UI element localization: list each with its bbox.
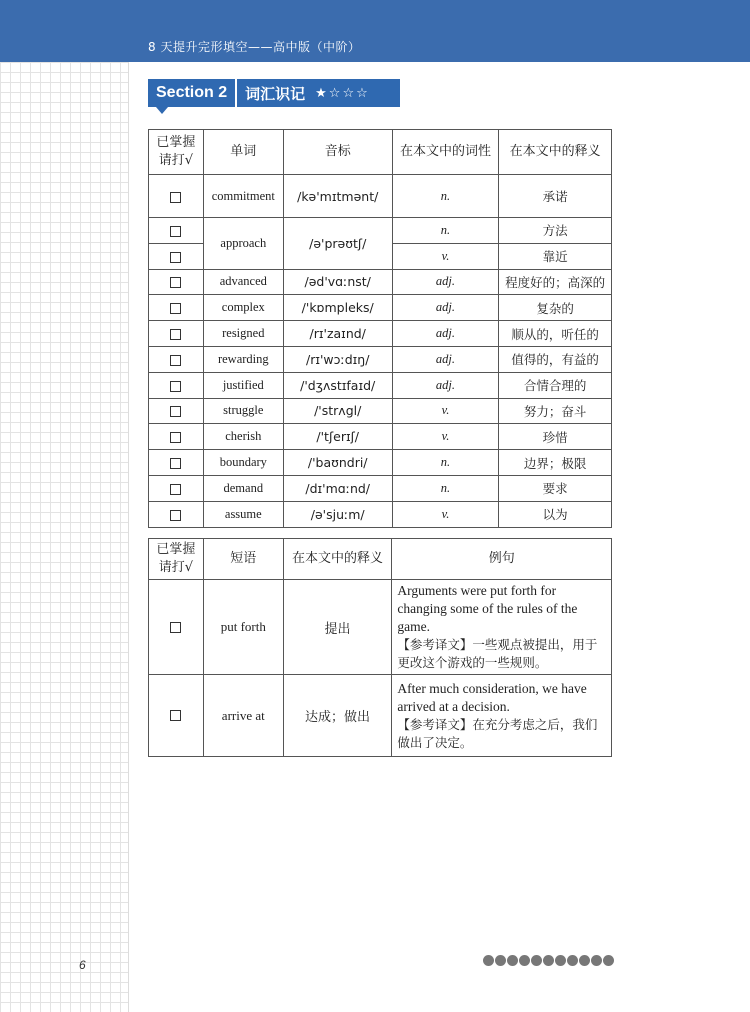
- meaning-cell: 顺从的，听任的: [499, 321, 612, 347]
- word-cell: assume: [203, 501, 283, 527]
- checkbox[interactable]: [170, 252, 181, 263]
- col-phrase: 短语: [203, 539, 283, 580]
- checkbox[interactable]: [170, 355, 181, 366]
- example-cell: [392, 675, 612, 757]
- meaning-cell: 值得的，有益的: [499, 346, 612, 372]
- example-translation: 【参考译文】在充分考虑之后，我们做出了决定。: [397, 716, 598, 750]
- decorative-icon-strip: [483, 955, 614, 966]
- pos-cell: v.: [392, 243, 499, 269]
- col-meaning: 在本文中的释义: [283, 539, 392, 580]
- meaning-cell: 达成；做出: [283, 675, 392, 757]
- word-cell: cherish: [203, 424, 283, 450]
- meaning-cell: 努力；奋斗: [499, 398, 612, 424]
- pos-cell: adj.: [392, 295, 499, 321]
- table-row: [149, 175, 612, 218]
- table-row: [149, 321, 612, 347]
- example-english: Arguments were put forth for changing some of the rules of the game.: [397, 583, 578, 634]
- example-english: After much consideration, we have arrived at a decision.: [397, 680, 587, 714]
- pos-cell: adj.: [392, 346, 499, 372]
- ornament-icon: [519, 955, 530, 966]
- page-number: 6: [79, 958, 86, 972]
- header-band: [0, 0, 750, 62]
- meaning-cell: 合情合理的: [499, 372, 612, 398]
- ornament-icon: [543, 955, 554, 966]
- pos-cell: v.: [392, 424, 499, 450]
- table-row: [149, 269, 612, 295]
- ornament-icon: [603, 955, 614, 966]
- col-word: 单词: [203, 130, 283, 175]
- ornament-icon: [579, 955, 590, 966]
- ornament-icon: [567, 955, 578, 966]
- ornament-icon: [531, 955, 542, 966]
- checkbox[interactable]: [170, 277, 181, 288]
- pos-cell: v.: [392, 398, 499, 424]
- pos-cell: adj.: [392, 269, 499, 295]
- meaning-cell: 复杂的: [499, 295, 612, 321]
- phonetic-cell: /'tʃerɪʃ/: [283, 424, 392, 450]
- table-row: [149, 372, 612, 398]
- meaning-cell: 要求: [499, 475, 612, 501]
- pos-cell: adj.: [392, 372, 499, 398]
- table-row: [149, 424, 612, 450]
- word-cell: commitment: [203, 175, 283, 218]
- word-cell: struggle: [203, 398, 283, 424]
- meaning-cell: 程度好的；高深的: [499, 269, 612, 295]
- pos-cell: n.: [392, 450, 499, 476]
- phonetic-cell: /ə'prəʊtʃ/: [283, 218, 392, 270]
- table-header-row: [149, 539, 612, 580]
- table-row: [149, 295, 612, 321]
- section-banner: [148, 79, 400, 107]
- col-meaning: 在本文中的释义: [499, 130, 612, 175]
- section-number: Section 2: [148, 79, 237, 107]
- checkbox[interactable]: [170, 406, 181, 417]
- col-mastered: 已掌握 请打√: [149, 539, 204, 580]
- word-cell: boundary: [203, 450, 283, 476]
- pos-cell: v.: [392, 501, 499, 527]
- table-row: [149, 475, 612, 501]
- pos-cell: adj.: [392, 321, 499, 347]
- checkbox[interactable]: [170, 303, 181, 314]
- word-cell: resigned: [203, 321, 283, 347]
- ornament-icon: [507, 955, 518, 966]
- word-cell: advanced: [203, 269, 283, 295]
- table-row: [149, 675, 612, 757]
- table-row: [149, 501, 612, 527]
- checkbox[interactable]: [170, 329, 181, 340]
- phonetic-cell: /ə'sjuːm/: [283, 501, 392, 527]
- phrase-cell: put forth: [203, 580, 283, 675]
- ornament-icon: [591, 955, 602, 966]
- pos-cell: n.: [392, 475, 499, 501]
- col-mastered: 已掌握 请打√: [149, 130, 204, 175]
- checkbox[interactable]: [170, 484, 181, 495]
- phonetic-cell: /'strʌgl/: [283, 398, 392, 424]
- table-row: [149, 346, 612, 372]
- meaning-cell: 方法: [499, 218, 612, 244]
- word-cell: justified: [203, 372, 283, 398]
- grid-margin: [0, 62, 129, 1012]
- checkbox[interactable]: [170, 192, 181, 203]
- phonetic-cell: /rɪ'zaɪnd/: [283, 321, 392, 347]
- table-row: [149, 450, 612, 476]
- meaning-cell: 承诺: [499, 175, 612, 218]
- col-example: 例句: [392, 539, 612, 580]
- phonetic-cell: /rɪ'wɔːdɪŋ/: [283, 346, 392, 372]
- col-phonetic: 音标: [283, 130, 392, 175]
- word-cell: rewarding: [203, 346, 283, 372]
- checkbox[interactable]: [170, 381, 181, 392]
- checkbox[interactable]: [170, 510, 181, 521]
- word-cell: approach: [203, 218, 283, 270]
- pos-cell: n.: [392, 175, 499, 218]
- phonetic-cell: /'dʒʌstɪfaɪd/: [283, 372, 392, 398]
- section-title-box: [237, 79, 400, 107]
- difficulty-stars: ★☆☆☆: [315, 85, 370, 101]
- ornament-icon: [495, 955, 506, 966]
- meaning-cell: 以为: [499, 501, 612, 527]
- phonetic-cell: /dɪ'mɑːnd/: [283, 475, 392, 501]
- table-row: [149, 580, 612, 675]
- phonetic-cell: /'baʊndri/: [283, 450, 392, 476]
- ornament-icon: [555, 955, 566, 966]
- checkbox[interactable]: [170, 226, 181, 237]
- col-part-of-speech: 在本文中的词性: [392, 130, 499, 175]
- checkbox[interactable]: [170, 458, 181, 469]
- table-header-row: [149, 130, 612, 175]
- pos-cell: n.: [392, 218, 499, 244]
- phonetic-cell: /'kɒmpleks/: [283, 295, 392, 321]
- phrase-table: [148, 538, 612, 757]
- phrase-cell: arrive at: [203, 675, 283, 757]
- word-cell: demand: [203, 475, 283, 501]
- meaning-cell: 边界；极限: [499, 450, 612, 476]
- meaning-cell: 珍惜: [499, 424, 612, 450]
- example-cell: [392, 580, 612, 675]
- word-cell: complex: [203, 295, 283, 321]
- meaning-cell: 提出: [283, 580, 392, 675]
- checkbox[interactable]: [170, 622, 181, 633]
- banner-tail: [156, 107, 168, 114]
- checkbox[interactable]: [170, 710, 181, 721]
- table-row: [149, 218, 612, 244]
- example-translation: 【参考译文】一些观点被提出，用于更改这个游戏的一些规则。: [397, 637, 598, 670]
- meaning-cell: 靠近: [499, 243, 612, 269]
- phonetic-cell: /kə'mɪtmənt/: [283, 175, 392, 218]
- ornament-icon: [483, 955, 494, 966]
- phonetic-cell: /əd'vɑːnst/: [283, 269, 392, 295]
- table-row: [149, 398, 612, 424]
- section-title: 词汇识记: [245, 84, 306, 103]
- vocabulary-table: [148, 129, 612, 528]
- book-title: 8 天提升完形填空——高中版（中阶）: [148, 40, 361, 54]
- checkbox[interactable]: [170, 432, 181, 443]
